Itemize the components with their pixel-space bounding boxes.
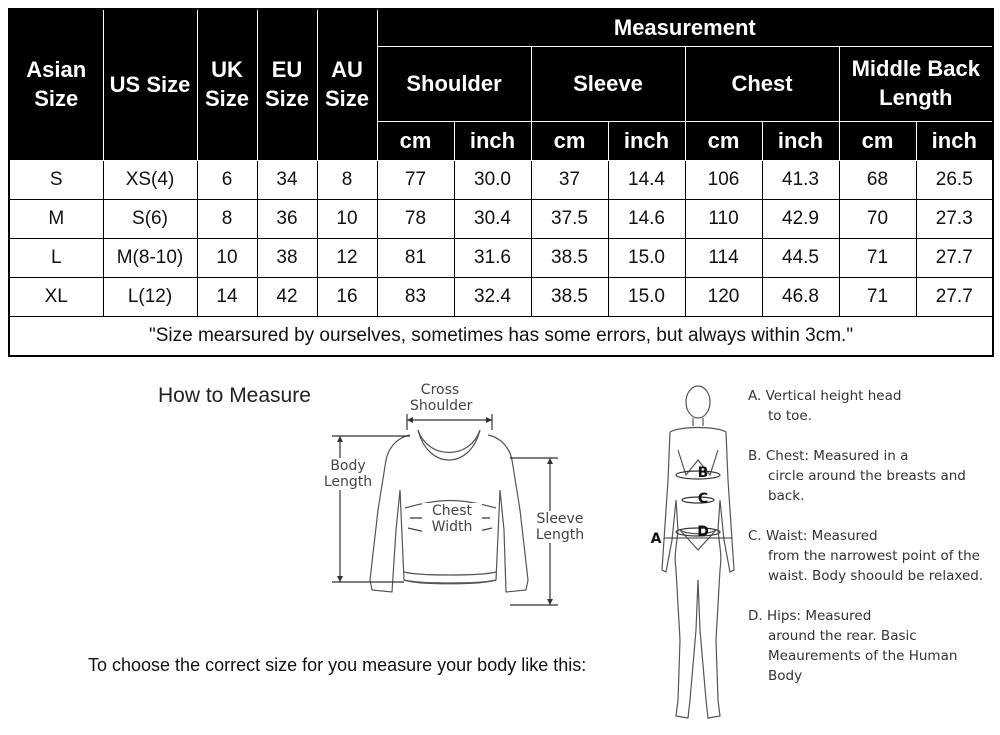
table-cell: 106 xyxy=(685,161,762,200)
table-cell: 78 xyxy=(377,200,454,239)
size-note: "Size mearsured by ourselves, sometimes has some errors, but always within 3cm." xyxy=(9,317,993,357)
table-cell: 6 xyxy=(197,161,257,200)
table-cell: 26.5 xyxy=(916,161,993,200)
table-cell: 30.0 xyxy=(454,161,531,200)
table-cell: 14.4 xyxy=(608,161,685,200)
header-au-size: AU Size xyxy=(317,9,377,161)
header-unit: inch xyxy=(608,122,685,161)
header-middle-back-length: Middle Back Length xyxy=(839,47,993,122)
header-uk-size: UK Size xyxy=(197,9,257,161)
table-cell: 70 xyxy=(839,200,916,239)
table-cell: 8 xyxy=(197,200,257,239)
table-cell: 37.5 xyxy=(531,200,608,239)
size-table-body xyxy=(9,161,993,357)
body-letter-c: C xyxy=(697,491,709,507)
header-shoulder: Shoulder xyxy=(377,47,531,122)
table-cell: 71 xyxy=(839,278,916,317)
table-cell: XS(4) xyxy=(103,161,197,200)
table-cell: 12 xyxy=(317,239,377,278)
table-cell: 68 xyxy=(839,161,916,200)
table-row xyxy=(9,161,993,200)
table-cell: 41.3 xyxy=(762,161,839,200)
header-unit: inch xyxy=(454,122,531,161)
table-cell: 83 xyxy=(377,278,454,317)
header-unit: cm xyxy=(377,122,454,161)
header-chest: Chest xyxy=(685,47,839,122)
table-cell: 8 xyxy=(317,161,377,200)
table-cell: 42 xyxy=(257,278,317,317)
table-cell: 38.5 xyxy=(531,278,608,317)
header-us-size: US Size xyxy=(103,9,197,161)
table-cell: 32.4 xyxy=(454,278,531,317)
table-row xyxy=(9,278,993,317)
table-cell: 31.6 xyxy=(454,239,531,278)
body-letter-b: B xyxy=(697,465,709,481)
table-cell: 10 xyxy=(197,239,257,278)
table-cell: L(12) xyxy=(103,278,197,317)
body-letter-a: A xyxy=(650,531,662,547)
table-row xyxy=(9,239,993,278)
table-cell: 15.0 xyxy=(608,239,685,278)
table-cell: 27.7 xyxy=(916,239,993,278)
table-cell: 110 xyxy=(685,200,762,239)
table-cell: M(8-10) xyxy=(103,239,197,278)
table-cell: S(6) xyxy=(103,200,197,239)
header-eu-size: EU Size xyxy=(257,9,317,161)
table-cell: XL xyxy=(9,278,103,317)
size-chart-table xyxy=(8,8,994,357)
chest-width-label: Chest Width xyxy=(422,503,482,535)
table-cell: 114 xyxy=(685,239,762,278)
body-figure-diagram xyxy=(640,380,750,730)
table-cell: 15.0 xyxy=(608,278,685,317)
table-cell: 36 xyxy=(257,200,317,239)
measurement-notes xyxy=(748,386,988,706)
cross-shoulder-label: Cross Shoulder xyxy=(410,382,473,414)
header-sleeve: Sleeve xyxy=(531,47,685,122)
choose-size-instruction: To choose the correct size for you measure your body like this: xyxy=(88,655,587,675)
table-cell: 42.9 xyxy=(762,200,839,239)
header-unit: cm xyxy=(531,122,608,161)
header-unit: inch xyxy=(762,122,839,161)
table-cell: 38 xyxy=(257,239,317,278)
table-cell: 120 xyxy=(685,278,762,317)
table-cell: 27.3 xyxy=(916,200,993,239)
table-cell: L xyxy=(9,239,103,278)
body-length-label: Body Length xyxy=(318,458,378,490)
table-cell: S xyxy=(9,161,103,200)
table-cell: 77 xyxy=(377,161,454,200)
header-unit: cm xyxy=(839,122,916,161)
table-cell: 27.7 xyxy=(916,278,993,317)
note-a: A. Vertical height head to toe. xyxy=(748,388,902,424)
table-cell: 30.4 xyxy=(454,200,531,239)
table-cell: 71 xyxy=(839,239,916,278)
body-letter-d: D xyxy=(697,524,709,540)
note-c: C. Waist: Measured from the narrowest point of the waist. Body shoould be relaxed. xyxy=(748,528,984,584)
table-cell: 34 xyxy=(257,161,317,200)
table-cell: 14.6 xyxy=(608,200,685,239)
table-cell: 81 xyxy=(377,239,454,278)
shirt-measure-diagram xyxy=(300,380,620,620)
table-cell: M xyxy=(9,200,103,239)
table-cell: 10 xyxy=(317,200,377,239)
header-unit: cm xyxy=(685,122,762,161)
table-cell: 14 xyxy=(197,278,257,317)
how-to-measure-title: How to Measure xyxy=(158,384,311,407)
table-cell: 38.5 xyxy=(531,239,608,278)
header-unit: inch xyxy=(916,122,993,161)
note-d: D. Hips: Measured around the rear. Basic Meaurements of the Human Body xyxy=(748,608,958,684)
note-b: B. Chest: Measured in a circle around the breasts and back. xyxy=(748,448,966,504)
table-cell: 44.5 xyxy=(762,239,839,278)
table-row xyxy=(9,200,993,239)
header-asian-size: Asian Size xyxy=(9,9,103,161)
header-measurement: Measurement xyxy=(377,9,993,47)
table-cell: 46.8 xyxy=(762,278,839,317)
sleeve-length-label: Sleeve Length xyxy=(528,511,592,543)
table-cell: 16 xyxy=(317,278,377,317)
table-cell: 37 xyxy=(531,161,608,200)
